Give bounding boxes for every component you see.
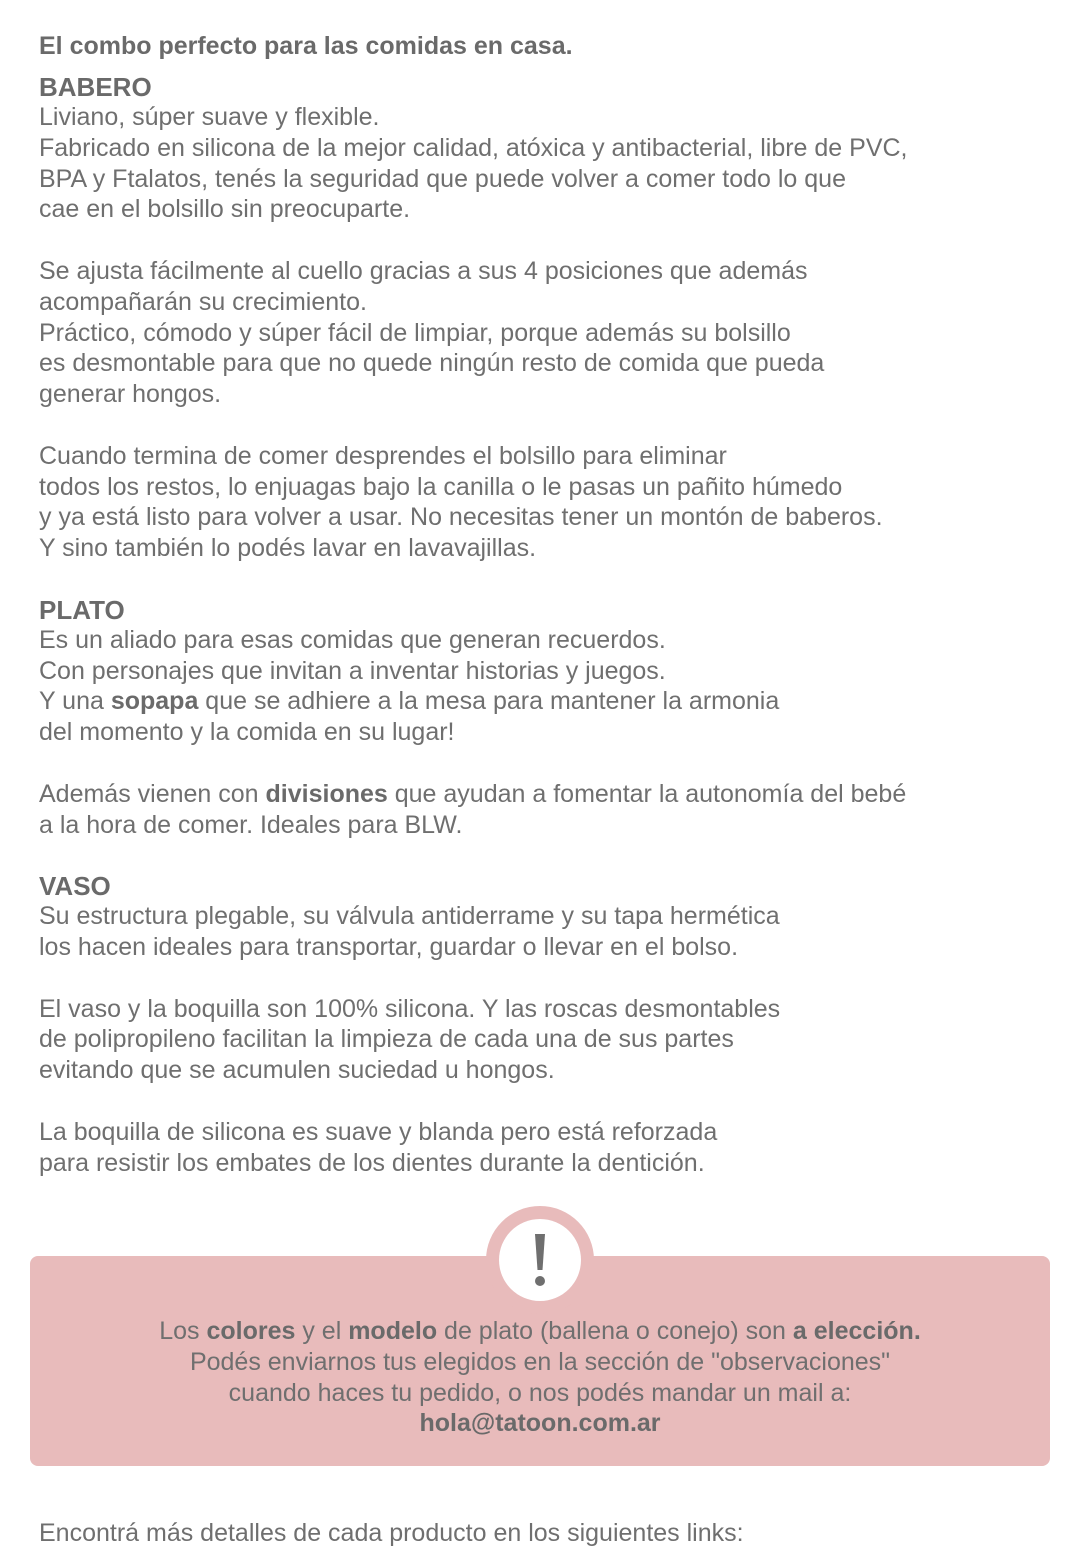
intro-text: El combo perfecto para las comidas en casa. bbox=[39, 32, 573, 60]
notice-text bbox=[30, 1316, 1050, 1439]
sopapa-highlight: sopapa bbox=[110, 687, 199, 716]
plato-paragraph-1: Es un aliado para esas comidas que generan recuerdos. Con personajes que invitan a inventar historias y juegos. Y una sopapa que se adhiere a la mesa para mantener la armonia del momento y la comida en su lugar! bbox=[39, 625, 780, 747]
babero-heading: BABERO bbox=[39, 72, 152, 102]
vaso-paragraph-2: El vaso y la boquilla son 100% silicona. Y las roscas desmontables de polipropileno facilitan la limpieza de cada una de sus partes evitando que se acumulen suciedad u hongos. bbox=[39, 994, 781, 1085]
contact-email[interactable]: hola@tatoon.com.ar bbox=[419, 1409, 661, 1438]
a-eleccion-highlight: a elección. bbox=[792, 1317, 921, 1345]
colores-highlight: colores bbox=[206, 1317, 296, 1345]
footer-text: Encontrá más detalles de cada producto en los siguientes links: bbox=[39, 1519, 744, 1547]
babero-paragraph-2: Se ajusta fácilmente al cuello gracias a sus 4 posiciones que además acompañarán su crecimiento. Práctico, cómodo y súper fácil de limpiar, porque además su bolsillo es desmontable para que no quede ningún resto de comida que pueda generar hongos. bbox=[39, 256, 825, 409]
vaso-heading: VASO bbox=[39, 871, 111, 902]
divisiones-highlight: divisiones bbox=[265, 779, 388, 808]
notice-line-3: cuando haces tu pedido, o nos podés mandar un mail a: bbox=[228, 1378, 852, 1407]
modelo-highlight: modelo bbox=[348, 1317, 438, 1345]
babero-paragraph-3: Cuando termina de comer desprendes el bolsillo para eliminar todos los restos, lo enjuagas bajo la canilla o le pasas un pañito húmedo y ya está listo para volver a usar. No necesitas tener un montón de baberos. Y sino también lo podés lavar en lavavajillas. bbox=[39, 441, 883, 563]
vaso-paragraph-1: Su estructura plegable, su válvula antiderrame y su tapa hermética los hacen ideales para transportar, guardar o llevar en el bolso. bbox=[39, 902, 780, 961]
exclamation-icon-glyph bbox=[530, 1232, 550, 1288]
babero-paragraph-1: Liviano, súper suave y flexible. Fabricado en silicona de la mejor calidad, atóxica y antibacterial, libre de PVC, BPA y Ftalatos, tenés la seguridad que puede volver a comer todo lo que cae en el bolsillo sin preocuparte. bbox=[39, 103, 908, 224]
exclamation-icon bbox=[499, 1219, 581, 1301]
vaso-paragraph-3: La boquilla de silicona es suave y blanda pero está reforzada para resistir los embates de los dientes durante la dentición. bbox=[39, 1117, 718, 1177]
plato-heading: PLATO bbox=[39, 594, 125, 625]
notice-line-2: Podés enviarnos tus elegidos en la sección de "observaciones" bbox=[189, 1347, 891, 1376]
product-description bbox=[39, 30, 1064, 1178]
plato-paragraph-2: Además vienen con divisiones que ayudan a fomentar la autonomía del bebé a la hora de comer. Ideales para BLW. bbox=[39, 779, 907, 839]
notice-line-1: Los colores y el modelo de plato (ballena o conejo) son a elección. bbox=[159, 1317, 921, 1345]
